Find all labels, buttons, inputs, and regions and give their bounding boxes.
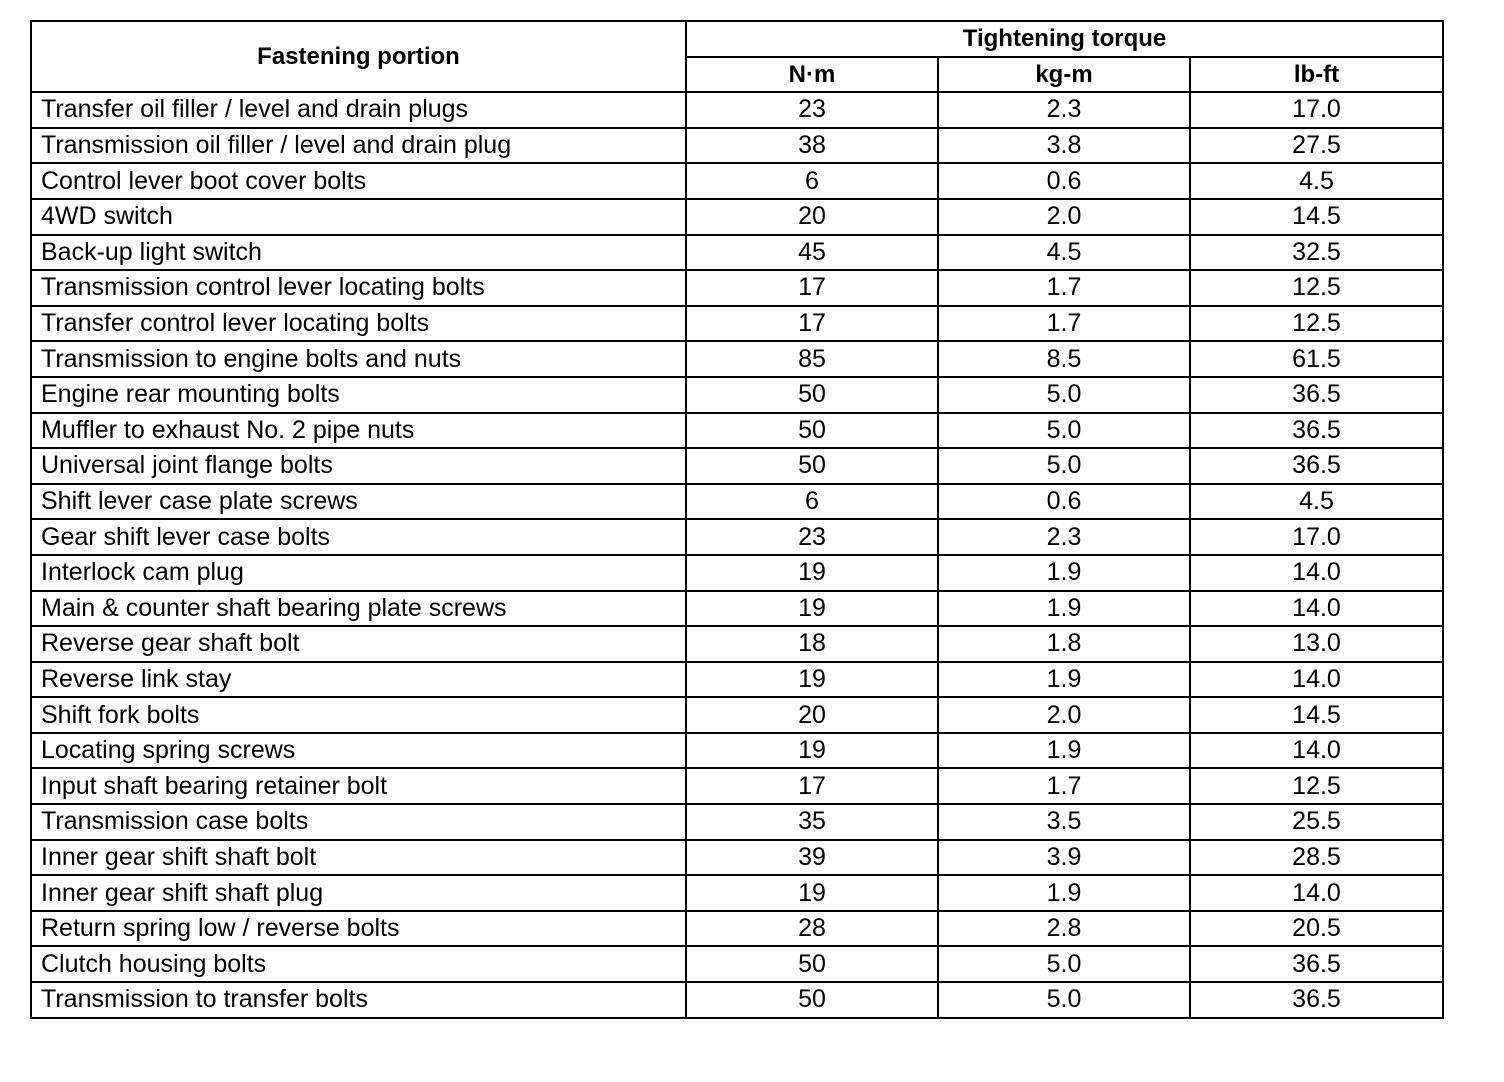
cell-torque-kgm: 1.8 [938, 626, 1190, 662]
cell-torque-lbft: 12.5 [1190, 306, 1443, 342]
cell-fastening-portion: Inner gear shift shaft bolt [31, 840, 686, 876]
torque-table [30, 20, 1444, 1019]
table-row [31, 626, 1443, 662]
cell-torque-lbft: 14.0 [1190, 591, 1443, 627]
cell-torque-lbft: 14.5 [1190, 199, 1443, 235]
cell-torque-nm: 17 [686, 270, 938, 306]
cell-torque-lbft: 27.5 [1190, 128, 1443, 164]
cell-fastening-portion: Transmission control lever locating bolts [31, 270, 686, 306]
cell-torque-kgm: 4.5 [938, 235, 1190, 271]
table-row [31, 163, 1443, 199]
table-row [31, 911, 1443, 947]
cell-fastening-portion: Locating spring screws [31, 733, 686, 769]
table-header [31, 21, 1443, 92]
cell-torque-kgm: 2.3 [938, 519, 1190, 555]
table-row [31, 199, 1443, 235]
cell-torque-kgm: 1.9 [938, 662, 1190, 698]
header-unit-lbft: lb-ft [1190, 57, 1443, 93]
cell-torque-lbft: 14.0 [1190, 733, 1443, 769]
header-unit-kgm: kg-m [938, 57, 1190, 93]
cell-torque-lbft: 14.0 [1190, 875, 1443, 911]
cell-torque-lbft: 25.5 [1190, 804, 1443, 840]
cell-torque-kgm: 5.0 [938, 946, 1190, 982]
cell-torque-lbft: 13.0 [1190, 626, 1443, 662]
cell-torque-nm: 23 [686, 519, 938, 555]
header-row-top [31, 21, 1443, 57]
cell-fastening-portion: Universal joint flange bolts [31, 448, 686, 484]
cell-fastening-portion: Transfer oil filler / level and drain plugs [31, 92, 686, 128]
table-row [31, 875, 1443, 911]
cell-torque-kgm: 0.6 [938, 163, 1190, 199]
cell-torque-lbft: 14.5 [1190, 697, 1443, 733]
cell-torque-nm: 50 [686, 377, 938, 413]
cell-fastening-portion: Reverse link stay [31, 662, 686, 698]
cell-torque-kgm: 2.0 [938, 697, 1190, 733]
cell-torque-lbft: 32.5 [1190, 235, 1443, 271]
cell-torque-lbft: 61.5 [1190, 341, 1443, 377]
cell-torque-kgm: 3.9 [938, 840, 1190, 876]
table-row [31, 662, 1443, 698]
table-row [31, 92, 1443, 128]
cell-torque-kgm: 2.3 [938, 92, 1190, 128]
cell-torque-nm: 6 [686, 163, 938, 199]
cell-torque-nm: 50 [686, 448, 938, 484]
cell-torque-kgm: 1.9 [938, 555, 1190, 591]
cell-torque-lbft: 20.5 [1190, 911, 1443, 947]
cell-torque-lbft: 36.5 [1190, 946, 1443, 982]
table-row [31, 804, 1443, 840]
table-row [31, 448, 1443, 484]
cell-fastening-portion: Return spring low / reverse bolts [31, 911, 686, 947]
cell-fastening-portion: Gear shift lever case bolts [31, 519, 686, 555]
cell-fastening-portion: Transmission case bolts [31, 804, 686, 840]
table-row [31, 306, 1443, 342]
cell-torque-nm: 6 [686, 484, 938, 520]
cell-torque-kgm: 3.5 [938, 804, 1190, 840]
cell-torque-nm: 20 [686, 199, 938, 235]
table-row [31, 982, 1443, 1018]
cell-torque-lbft: 36.5 [1190, 413, 1443, 449]
cell-torque-kgm: 1.9 [938, 733, 1190, 769]
cell-torque-lbft: 4.5 [1190, 484, 1443, 520]
header-tightening-torque: Tightening torque [686, 21, 1443, 57]
cell-fastening-portion: Muffler to exhaust No. 2 pipe nuts [31, 413, 686, 449]
cell-torque-kgm: 8.5 [938, 341, 1190, 377]
cell-torque-kgm: 5.0 [938, 982, 1190, 1018]
cell-torque-nm: 85 [686, 341, 938, 377]
table-row [31, 519, 1443, 555]
cell-torque-lbft: 4.5 [1190, 163, 1443, 199]
table-row [31, 377, 1443, 413]
cell-torque-lbft: 14.0 [1190, 662, 1443, 698]
table-row [31, 128, 1443, 164]
cell-torque-nm: 38 [686, 128, 938, 164]
cell-fastening-portion: Transmission oil filler / level and drain plug [31, 128, 686, 164]
table-row [31, 768, 1443, 804]
cell-torque-kgm: 1.7 [938, 306, 1190, 342]
cell-torque-lbft: 28.5 [1190, 840, 1443, 876]
table-body [31, 92, 1443, 1017]
cell-torque-kgm: 0.6 [938, 484, 1190, 520]
header-unit-nm: N·m [686, 57, 938, 93]
table-row [31, 235, 1443, 271]
cell-torque-nm: 19 [686, 591, 938, 627]
cell-torque-nm: 45 [686, 235, 938, 271]
cell-torque-kgm: 5.0 [938, 377, 1190, 413]
cell-torque-nm: 28 [686, 911, 938, 947]
cell-fastening-portion: Engine rear mounting bolts [31, 377, 686, 413]
cell-torque-nm: 17 [686, 306, 938, 342]
cell-torque-nm: 17 [686, 768, 938, 804]
cell-torque-nm: 20 [686, 697, 938, 733]
cell-fastening-portion: Control lever boot cover bolts [31, 163, 686, 199]
cell-fastening-portion: Main & counter shaft bearing plate screws [31, 591, 686, 627]
cell-torque-nm: 39 [686, 840, 938, 876]
cell-fastening-portion: Input shaft bearing retainer bolt [31, 768, 686, 804]
cell-fastening-portion: 4WD switch [31, 199, 686, 235]
cell-torque-lbft: 12.5 [1190, 270, 1443, 306]
cell-fastening-portion: Transfer control lever locating bolts [31, 306, 686, 342]
cell-torque-kgm: 1.7 [938, 270, 1190, 306]
table-row [31, 413, 1443, 449]
cell-fastening-portion: Clutch housing bolts [31, 946, 686, 982]
cell-torque-kgm: 2.8 [938, 911, 1190, 947]
table-row [31, 697, 1443, 733]
cell-torque-nm: 18 [686, 626, 938, 662]
cell-torque-nm: 50 [686, 982, 938, 1018]
table-row [31, 341, 1443, 377]
cell-torque-lbft: 17.0 [1190, 519, 1443, 555]
table-row [31, 840, 1443, 876]
cell-fastening-portion: Transmission to transfer bolts [31, 982, 686, 1018]
cell-torque-nm: 23 [686, 92, 938, 128]
cell-fastening-portion: Shift fork bolts [31, 697, 686, 733]
cell-torque-lbft: 14.0 [1190, 555, 1443, 591]
cell-torque-lbft: 36.5 [1190, 448, 1443, 484]
table-row [31, 591, 1443, 627]
cell-torque-lbft: 17.0 [1190, 92, 1443, 128]
cell-torque-kgm: 3.8 [938, 128, 1190, 164]
cell-fastening-portion: Back-up light switch [31, 235, 686, 271]
cell-torque-kgm: 1.9 [938, 875, 1190, 911]
table-row [31, 946, 1443, 982]
cell-torque-kgm: 1.9 [938, 591, 1190, 627]
cell-torque-lbft: 36.5 [1190, 982, 1443, 1018]
cell-torque-kgm: 1.7 [938, 768, 1190, 804]
cell-fastening-portion: Interlock cam plug [31, 555, 686, 591]
table-row [31, 555, 1443, 591]
cell-torque-kgm: 5.0 [938, 448, 1190, 484]
cell-fastening-portion: Shift lever case plate screws [31, 484, 686, 520]
cell-fastening-portion: Reverse gear shaft bolt [31, 626, 686, 662]
cell-torque-nm: 35 [686, 804, 938, 840]
table-row [31, 484, 1443, 520]
cell-torque-nm: 19 [686, 875, 938, 911]
table-row [31, 270, 1443, 306]
cell-torque-nm: 19 [686, 733, 938, 769]
cell-torque-nm: 50 [686, 946, 938, 982]
cell-fastening-portion: Inner gear shift shaft plug [31, 875, 686, 911]
cell-torque-kgm: 2.0 [938, 199, 1190, 235]
cell-torque-nm: 19 [686, 662, 938, 698]
cell-torque-lbft: 12.5 [1190, 768, 1443, 804]
header-fastening-portion: Fastening portion [31, 21, 686, 92]
cell-torque-nm: 50 [686, 413, 938, 449]
table-row [31, 733, 1443, 769]
cell-torque-nm: 19 [686, 555, 938, 591]
cell-torque-kgm: 5.0 [938, 413, 1190, 449]
cell-fastening-portion: Transmission to engine bolts and nuts [31, 341, 686, 377]
cell-torque-lbft: 36.5 [1190, 377, 1443, 413]
